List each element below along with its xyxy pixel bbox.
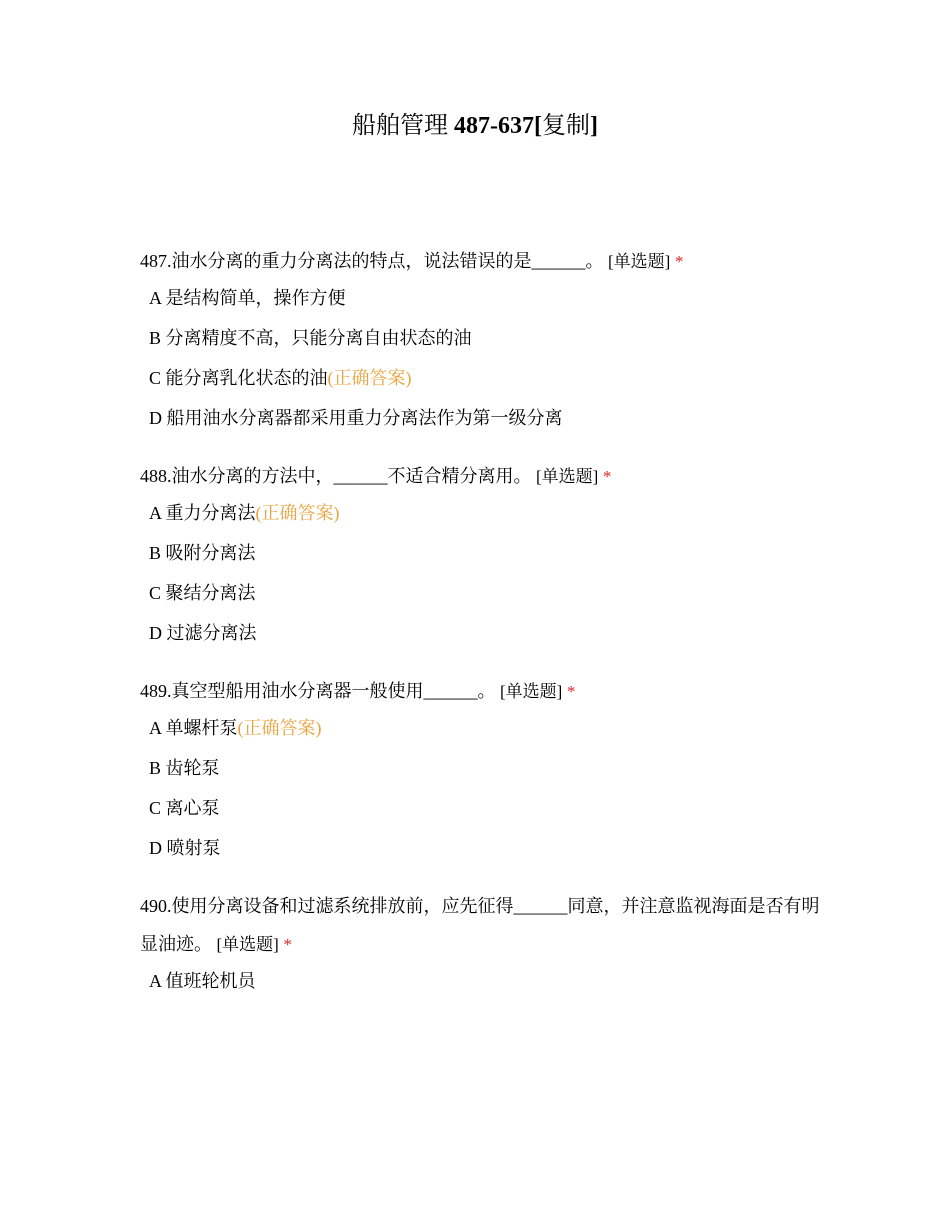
required-marker: * <box>674 252 684 271</box>
question-text <box>140 242 820 281</box>
option-d[interactable] <box>149 405 820 431</box>
question-text <box>140 887 820 964</box>
question-text <box>140 672 820 711</box>
question-text <box>140 457 820 496</box>
required-marker: * <box>566 682 576 701</box>
required-marker: * <box>283 935 292 954</box>
question-stem: 490.使用分离设备和过滤系统排放前，应先征得______同意，并注意监视海面是否有明显油迹。 <box>140 896 820 954</box>
option-label: A 单螺杆泵 <box>149 718 238 738</box>
question-stem: 489.真空型船用油水分离器一般使用______。 <box>140 681 496 701</box>
title-part-1: 船舶管理 <box>352 113 454 139</box>
option-c[interactable] <box>149 580 820 606</box>
question-type-label: [单选题] <box>536 467 599 486</box>
option-label: B 齿轮泵 <box>149 758 220 778</box>
option-label: C 离心泵 <box>149 798 220 818</box>
question-488 <box>140 457 820 646</box>
question-type-label: [单选题] <box>608 252 671 271</box>
required-marker: * <box>602 467 612 486</box>
correct-answer-note: (正确答案) <box>255 503 340 523</box>
question-stem: 487.油水分离的重力分离法的特点，说法错误的是______。 <box>140 251 604 271</box>
option-b[interactable] <box>149 755 820 781</box>
option-label: D 过滤分离法 <box>149 623 257 643</box>
correct-answer-note: (正确答案) <box>237 718 322 738</box>
option-label: B 吸附分离法 <box>149 543 256 563</box>
option-a[interactable] <box>149 715 820 741</box>
option-label: B 分离精度不高，只能分离自由状态的油 <box>149 328 472 348</box>
option-label: A 是结构简单，操作方便 <box>149 288 346 308</box>
title-part-3: 复制 <box>541 113 590 139</box>
option-d[interactable] <box>149 835 820 861</box>
option-a[interactable] <box>149 968 820 994</box>
title-part-4: ] <box>589 113 598 139</box>
option-label: A 值班轮机员 <box>149 971 256 991</box>
title-part-2: 487-637[ <box>454 113 542 139</box>
option-d[interactable] <box>149 620 820 646</box>
question-490 <box>140 887 820 994</box>
question-type-label: [单选题] <box>500 682 563 701</box>
option-a[interactable] <box>149 500 820 526</box>
question-489 <box>140 672 820 861</box>
option-b[interactable] <box>149 540 820 566</box>
question-stem: 488.油水分离的方法中，______不适合精分离用。 <box>140 466 532 486</box>
page-title <box>0 108 950 144</box>
option-label: D 船用油水分离器都采用重力分离法作为第一级分离 <box>149 408 563 428</box>
option-c[interactable] <box>149 365 820 391</box>
option-a[interactable] <box>149 285 820 311</box>
option-b[interactable] <box>149 325 820 351</box>
option-label: C 聚结分离法 <box>149 583 256 603</box>
question-type-label: [单选题] <box>216 935 279 954</box>
option-c[interactable] <box>149 795 820 821</box>
option-label: A 重力分离法 <box>149 503 256 523</box>
question-list <box>140 242 820 1020</box>
question-487 <box>140 242 820 431</box>
option-label: C 能分离乳化状态的油 <box>149 368 328 388</box>
correct-answer-note: (正确答案) <box>327 368 412 388</box>
option-label: D 喷射泵 <box>149 838 221 858</box>
